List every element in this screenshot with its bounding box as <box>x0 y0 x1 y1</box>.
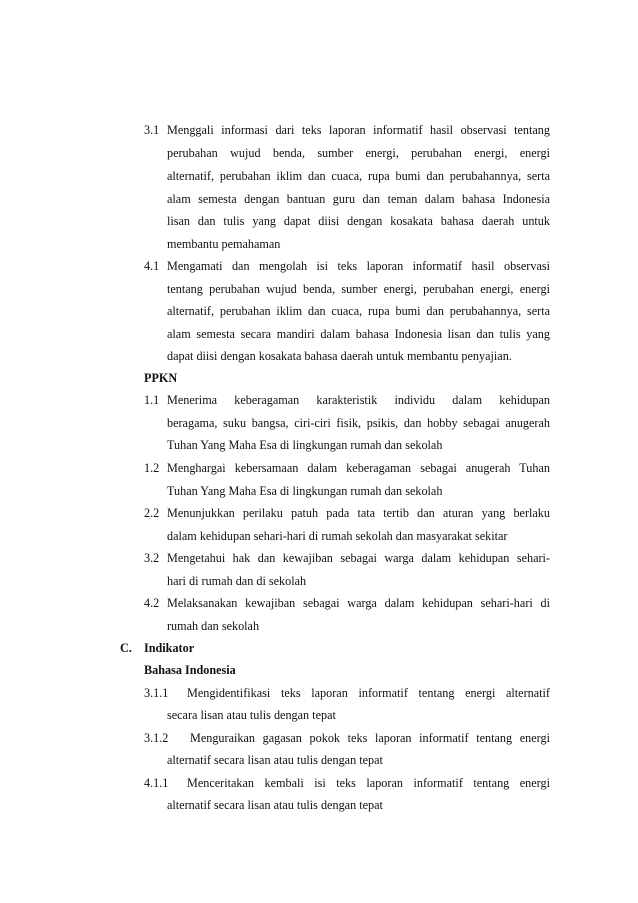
item-number: 3.1.1 <box>144 686 169 700</box>
item-line: rumah dan sekolah <box>167 619 260 633</box>
item-number: 1.2 <box>144 461 160 475</box>
section-c-title: Indikator <box>144 641 195 655</box>
item-line: Mengetahui hak dan kewajiban sebagai warga dalam kehidupan sehari- <box>167 551 550 565</box>
item-number: 2.2 <box>144 506 160 520</box>
item-line: Menguraikan gagasan pokok teks laporan informatif tentang energi <box>190 731 550 745</box>
item-line: alam semesta dengan bantuan guru dan teman dalam bahasa Indonesia <box>167 192 550 206</box>
item-line: Melaksanakan kewajiban sebagai warga dalam kehidupan sehari-hari di <box>167 596 550 610</box>
item-line: alternatif secara lisan atau tulis dengan tepat <box>167 798 383 812</box>
item-line: secara lisan atau tulis dengan tepat <box>167 708 336 722</box>
item-line: Menunjukkan perilaku patuh pada tata tertib dan aturan yang berlaku <box>167 506 550 520</box>
item-line: perubahan wujud benda, sumber energi, perubahan energi, energi <box>167 146 550 160</box>
item-line: Menerima keberagaman karakteristik individu dalam kehidupan <box>167 393 550 407</box>
item-line: membantu pemahaman <box>167 237 281 251</box>
item-line: Menghargai kebersamaan dalam keberagaman sebagai anugerah Tuhan <box>167 461 550 475</box>
item-line: lisan dan tulis yang dapat diisi dengan kosakata bahasa daerah untuk <box>167 214 550 228</box>
item-number: 3.1 <box>144 123 160 137</box>
item-line: hari di rumah dan di sekolah <box>167 574 307 588</box>
item-number: 3.1.2 <box>144 731 169 745</box>
item-number: 4.1.1 <box>144 776 169 790</box>
item-line: dapat diisi dengan kosakata bahasa daerah untuk membantu penyajian. <box>167 349 512 363</box>
item-line: dalam kehidupan sehari-hari di rumah sekolah dan masyarakat sekitar <box>167 529 508 543</box>
item-number: 4.1 <box>144 259 160 273</box>
item-line: alternatif, perubahan iklim dan cuaca, rupa bumi dan perubahannya, serta <box>167 169 550 183</box>
item-number: 1.1 <box>144 393 160 407</box>
ppkn-heading: PPKN <box>144 371 178 385</box>
item-number: 3.2 <box>144 551 160 565</box>
item-number: 4.2 <box>144 596 160 610</box>
section-c-subheading: Bahasa Indonesia <box>144 663 236 677</box>
item-line: Menceritakan kembali isi teks laporan informatif tentang energi <box>187 776 550 790</box>
item-line: Mengamati dan mengolah isi teks laporan informatif hasil observasi <box>167 259 550 273</box>
item-line: Tuhan Yang Maha Esa di lingkungan rumah dan sekolah <box>167 438 443 452</box>
item-line: alam semesta secara mandiri dalam bahasa Indonesia lisan dan tulis yang <box>167 327 550 341</box>
item-line: Tuhan Yang Maha Esa di lingkungan rumah dan sekolah <box>167 484 443 498</box>
item-line: beragama, suku bangsa, ciri-ciri fisik, psikis, dan hobby sebagai anugerah <box>167 416 550 430</box>
item-line: tentang perubahan wujud benda, sumber energi, perubahan energi, energi <box>167 282 550 296</box>
item-line: alternatif secara lisan atau tulis dengan tepat <box>167 753 383 767</box>
item-line: Menggali informasi dari teks laporan informatif hasil observasi tentang <box>167 123 550 137</box>
section-c-letter: C. <box>120 641 132 655</box>
item-line: alternatif, perubahan iklim dan cuaca, rupa bumi dan perubahannya, serta <box>167 304 550 318</box>
item-line: Mengidentifikasi teks laporan informatif tentang energi alternatif <box>187 686 550 700</box>
